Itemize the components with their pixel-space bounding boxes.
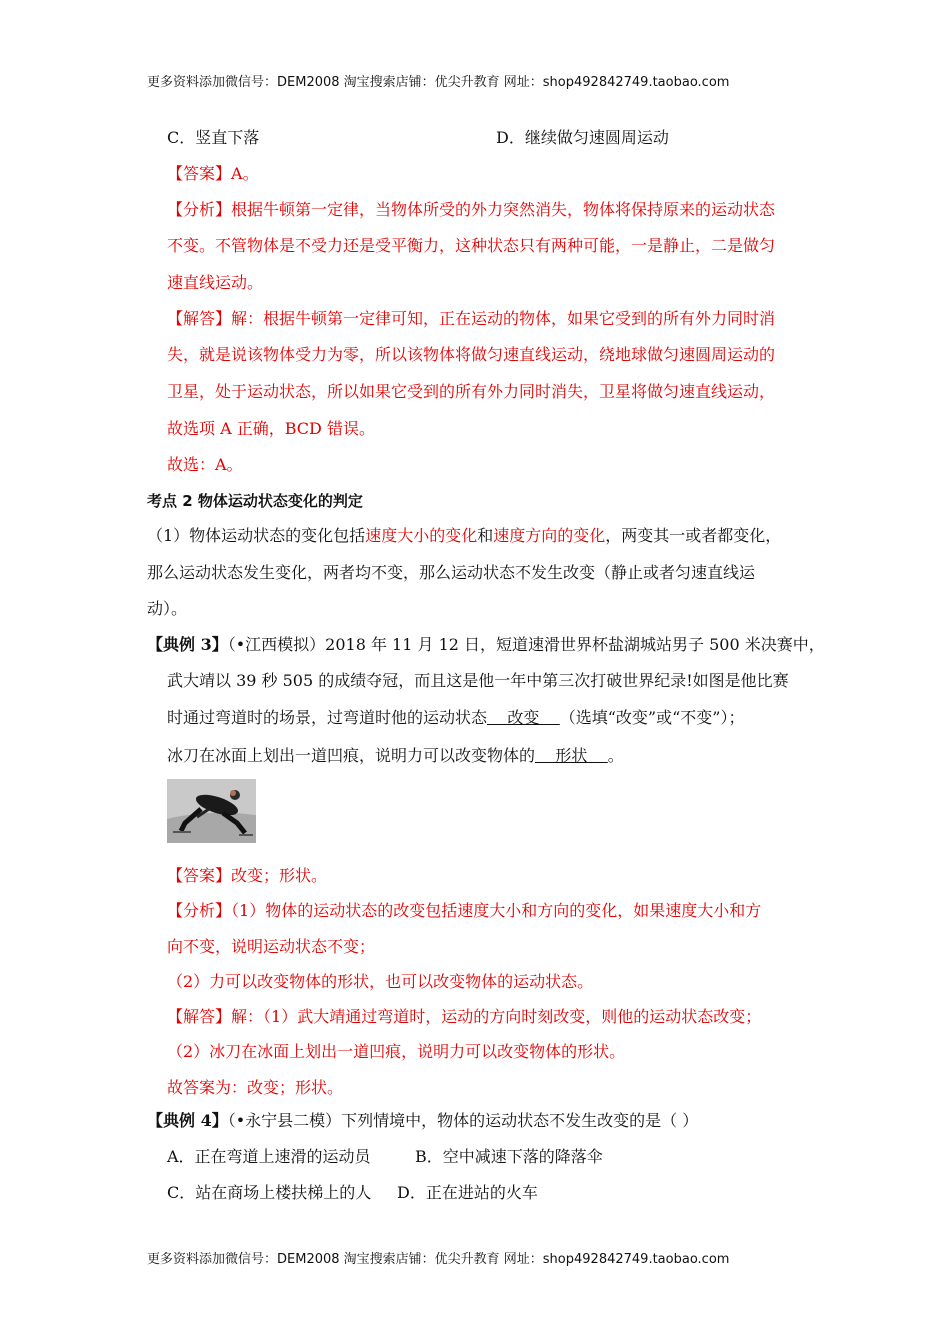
solution-text: 解：根据牛顿第一定律可知，正在运动的物体，如果它受到的所有外力同时消 <box>231 309 776 328</box>
analysis-text: （1）物体的运动状态的改变包括速度大小和方向的变化，如果速度大小和方 <box>231 901 762 920</box>
analysis-line-2: 不变。不管物体是不受力还是受平衡力，这种状态只有两种可能，一是静止，二是做匀 <box>167 236 776 255</box>
ex3-solution-line-2: （2）冰刀在冰面上划出一道凹痕，说明力可以改变物体的形状。 <box>167 1042 626 1061</box>
page-header: 更多资料添加微信号：DEM2008 淘宝搜索店铺：优尖升教育 网址：shop492842749.taobao.com <box>147 75 730 90</box>
highlight-speed-magnitude: 速度大小的变化 <box>365 526 478 545</box>
example-text: 。 <box>607 746 624 765</box>
analysis-tag: 【分析】 <box>167 200 232 219</box>
option-c: C．竖直下落 <box>167 128 260 147</box>
section-text: ，两变其一或者都变化， <box>605 526 782 545</box>
answer-blank-1: 改变 <box>487 708 560 727</box>
solution-line-2: 失，就是说该物体受力为零，所以该物体将做匀速直线运动，绕地球做匀速圆周运动的 <box>167 345 776 364</box>
answer-text: A。 <box>231 164 259 183</box>
solution-line-4: 故选项 A 正确，BCD 错误。 <box>167 419 375 438</box>
solution-line-3: 卫星，处于运动状态，所以如果它受到的所有外力同时消失，卫星将做匀速直线运动， <box>167 382 776 401</box>
section-title: 考点 2 物体运动状态变化的判定 <box>147 492 363 510</box>
ex3-analysis-line-1 <box>167 900 761 922</box>
solution-tag: 【解答】 <box>167 1007 232 1026</box>
example-text: （•永宁县二模）下列情境中，物体的运动状态不发生改变的是（ ） <box>227 1111 699 1130</box>
choice-line: 故选：A。 <box>167 455 243 474</box>
solution-line-1 <box>167 308 775 330</box>
example-text: 冰刀在冰面上划出一道凹痕，说明力可以改变物体的 <box>167 746 536 765</box>
analysis-tag: 【分析】 <box>167 901 232 920</box>
section-para-line-2: 那么运动状态发生变化，两者均不变，那么运动状态不发生改变（静止或者匀速直线运 <box>147 563 756 582</box>
solution-tag: 【解答】 <box>167 309 232 328</box>
example-3-line-4 <box>167 745 624 767</box>
example-text: （•江西模拟）2018 年 11 月 12 日，短道速滑世界杯盐湖城站男子 500 米决赛中， <box>227 635 825 654</box>
example-tag: 【典例 3】 <box>147 635 228 654</box>
ex3-solution-line-1 <box>167 1006 761 1028</box>
answer-text: 改变；形状。 <box>231 866 328 885</box>
option-d: D．继续做匀速圆周运动 <box>496 128 669 147</box>
solution-text: 解：（1）武大靖通过弯道时，运动的方向时刻改变，则他的运动状态改变； <box>231 1007 762 1026</box>
analysis-text: 根据牛顿第一定律，当物体所受的外力突然消失，物体将保持原来的运动状态 <box>231 200 776 219</box>
highlight-speed-direction: 速度方向的变化 <box>493 526 606 545</box>
example-3-line-2: 武大靖以 39 秒 505 的成绩夺冠，而且这是他一年中第三次打破世界纪录!如图是他比赛 <box>167 671 789 690</box>
answer-blank-2: 形状 <box>535 746 608 765</box>
section-para-line-3: 动）。 <box>147 599 188 618</box>
ex3-analysis-line-2: 向不变，说明运动状态不变； <box>167 937 376 956</box>
section-text: 和 <box>477 526 494 545</box>
example-tag: 【典例 4】 <box>147 1111 228 1130</box>
speed-skater-photo <box>167 779 256 843</box>
answer-tag: 【答案】 <box>167 164 232 183</box>
example-4-stem <box>147 1110 698 1132</box>
ex3-final-line: 故答案为：改变；形状。 <box>167 1078 344 1097</box>
ex3-analysis-line-3: （2）力可以改变物体的形状，也可以改变物体的运动状态。 <box>167 972 594 991</box>
example-3-line-1 <box>147 634 825 656</box>
ex4-option-d: D．正在进站的火车 <box>397 1183 538 1202</box>
ex3-answer-line <box>167 865 327 887</box>
answer-tag: 【答案】 <box>167 866 232 885</box>
ex4-option-a: A．正在弯道上速滑的运动员 <box>167 1147 371 1166</box>
ex4-option-c: C．站在商场上楼扶梯上的人 <box>167 1183 372 1202</box>
section-para-line-1 <box>147 525 781 547</box>
ex4-option-b: B．空中减速下落的降落伞 <box>415 1147 603 1166</box>
section-text: （1）物体运动状态的变化包括 <box>147 526 366 545</box>
example-text: 时通过弯道时的场景，过弯道时他的运动状态 <box>167 708 488 727</box>
example-3-line-3 <box>167 707 744 729</box>
example-text: （选填“改变”或“不变”）； <box>559 708 745 727</box>
page-footer: 更多资料添加微信号：DEM2008 淘宝搜索店铺：优尖升教育 网址：shop492842749.taobao.com <box>147 1252 730 1267</box>
answer-line <box>167 163 259 185</box>
analysis-line-3: 速直线运动。 <box>167 273 264 292</box>
analysis-line-1 <box>167 199 775 221</box>
